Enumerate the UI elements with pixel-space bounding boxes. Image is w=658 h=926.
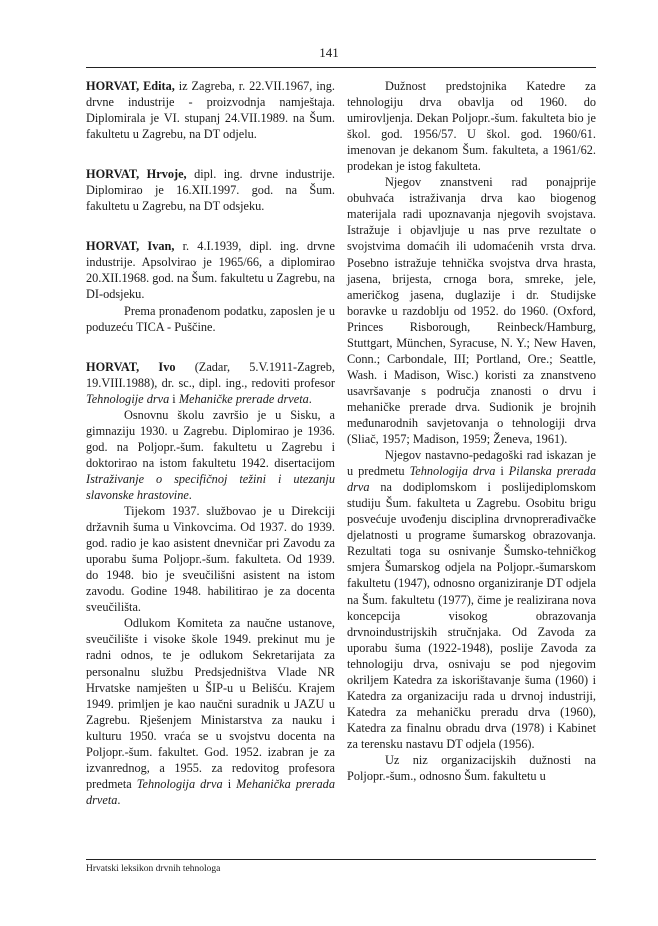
footer-text: Hrvatski leksikon drvnih tehnologa (86, 864, 221, 874)
entry-text: Njegov nastavno-pedagoški rad iskazan je u predmetu (347, 448, 596, 479)
entry-text: i (495, 464, 509, 479)
entry-text: Osnovnu školu završio je u Sisku, a gimnaziju 1930. u Zagrebu. Diplomirao je 1936. god. na Poljopr.-šum. fakultetu u Zagrebu i doktorirao na istom fakultetu 1942. disertacijom (86, 407, 335, 470)
entry-horvat-edita (86, 78, 335, 142)
entry-paragraph (347, 447, 596, 752)
entry-text: i (169, 391, 179, 406)
entry-headword: HORVAT, Ivo (86, 359, 176, 374)
right-column (347, 78, 596, 784)
entry-horvat-hrvoje (86, 166, 335, 214)
entry-text: Odlukom Komiteta za naučne ustanove, sveučilište i visoke škole 1949. prekinut mu je radni odnos, te je odlukom Sekretarijata za personalnu službu Predsjedništva Vlade NR Hrvatske namješten u ŠIP-u u Belišću. Krajem 1949. primljen je kao naučni suradnik u JAZU u Zagrebu. Rješenjem Ministarstva za nauku i kulturu 1950. vraća se u svojstvu docenta na Poljopr.-šum. fakultet. God. 1952. izabran je za izvanrednog, a 1955. za redovitog profesora predmeta (86, 616, 335, 791)
left-column (86, 78, 335, 808)
entry-text: i (222, 776, 237, 791)
entry-paragraph: Njegov znanstveni rad ponajprije obuhvaća istraživanja drva kao biogenog materijala radi upoznavanja njegovih svojstava. Istražuje i objavljuje u nas prve rezultate o svojstvima domaćih ili udomaćenih vrsta drva. Posebno istražuje tehnička svojstva drva hrasta, jasena, brijesta, crnoga bora, smreke, jele, američkog jasena, duglazije i dr. Studijske boravke u razdoblju od 1952. do 1960. (Oxford, Princes Risborough, Reinbeck/Hamburg, Stuttgart, München, Syracuse, N. Y.; New Haven, Conn.; Carbondale, III; Portland, Ore.; Seattle, Wash. i Madison, Wisc.) koristi za znanstveno usavršavanje s područja znanosti o drvu i mehaničke prerade drva. Sudionik je brojnih međunarodnih savjetovanja o tehnologiji drva (Sliač, 1957; Madison, 1959; Ženeva, 1961). (347, 175, 596, 447)
entry-horvat-ivan (86, 238, 335, 334)
entry-paragraph: Dužnost predstojnika Katedre za tehnologiju drva obavlja od 1960. do umirovljenja. Dekan Poljopr.-šum. fakulteta bio je škol. god. 1956/57. U škol. god. 1960/61. imenovan je dekanom Šum. fakulteta, a 1961/62. prodekan je istog fakulteta. (347, 79, 596, 174)
entry-headword: HORVAT, Hrvoje, (86, 167, 187, 182)
entry-text: r. 4.I.1939, dipl. ing. drvne industrije. Apsolvirao je 1965/66, a diplomirao 20.XII.1968. god. na Šum. fakultetu u Zagrebu, na DI-odsjeku. (86, 239, 335, 302)
entry-headword: HORVAT, Edita, (86, 79, 175, 93)
course-title: Mehaničke prerade drveta (178, 391, 309, 406)
course-title: Mehanička prerada drveta (86, 776, 335, 807)
footer-rule (86, 859, 596, 860)
course-title: Tehnologija drva (136, 776, 223, 791)
entry-text: . (117, 792, 121, 807)
course-title: Tehnologije drva (86, 391, 170, 406)
course-title: Pilanska prerada drva (347, 464, 596, 495)
entry-text: . (188, 487, 192, 502)
entry-text: (Zadar, 5.V.1911-Zagreb, 19.VIII.1988), dr. sc., dipl. ing., redoviti profesor (86, 359, 335, 390)
header-rule (86, 67, 596, 68)
entry-text: na dodiplomskom i poslijediplomskom studiju Šum. fakulteta u Zagrebu. Osobitu brigu posvećuje uvođenju disciplina drvnoprerađivačke djelatnosti u programe šumarskog obrazovanja. Rezultati toga su osnivanje Šumsko-tehničkog smjera Šumarskog odjela na Poljopr.-šumarskom fakultetu (1947), odnosno organiziranje DT odjela na Šum. fakultetu (1977), čime je realizirana nova koncepcija visokog obrazovanja drvnoindustrijskih stručnjaka. Od Zavoda za uporabu šuma (1922-1948), poslije Zavoda za tehnologiju drva, osnivaju se pod njegovim okriljem Katedra za iskorištavanje šuma (1960) i Katedra za organizaciju rada u drvnoj industriji, Katedra za mehaničku preradu drva (1960), Katedra za finalnu obradu drva (1978) i Kabinet za terensku nastavu DT odjela (1956). (347, 480, 596, 751)
entry-paragraph (86, 407, 335, 503)
entry-text: iz Zagreba, r. 22.VII.1967, ing. drvne industrije - proizvodnja namještaja. Diplomirala je VI. stupanj 24.VII.1989. na Šum. fakultetu u Zagrebu, na DT odjelu. (86, 79, 335, 142)
entry-text: dipl. ing. drvne industrije. Diplomirao je 16.XII.1997. god. na Šum. fakultetu u Zagrebu, na DT odsjeku. (86, 167, 335, 214)
entry-paragraph: Prema pronađenom podatku, zaposlen je u poduzeću TICA - Puščine. (86, 303, 335, 334)
dissertation-title: Istraživanje o specifičnoj težini i utezanju slavonske hrastovine (86, 471, 335, 502)
entry-horvat-ivo (86, 359, 335, 808)
entry-paragraph: Uz niz organizacijskih dužnosti na Poljopr.-šum., odnosno Šum. fakultetu u (347, 752, 596, 784)
course-title: Tehnologija drva (409, 464, 496, 479)
entry-headword: HORVAT, Ivan, (86, 239, 175, 254)
entry-paragraph: Tijekom 1937. službovao je u Direkciji državnih šuma u Vinkovcima. Od 1937. do 1939. god. radio je kao asistent dnevničar pri Zavodu za uporabu šuma Poljopr.-šum. fakulteta. Od 1939. do 1948. bio je sveučilišni asistent na istom zavodu. Godine 1948. habilitirao je za docenta sveučilišta. (86, 504, 335, 615)
entry-intro (86, 359, 335, 407)
entry-paragraph (86, 615, 335, 808)
entry-text: . (308, 391, 312, 406)
page-number: 141 (319, 45, 339, 60)
